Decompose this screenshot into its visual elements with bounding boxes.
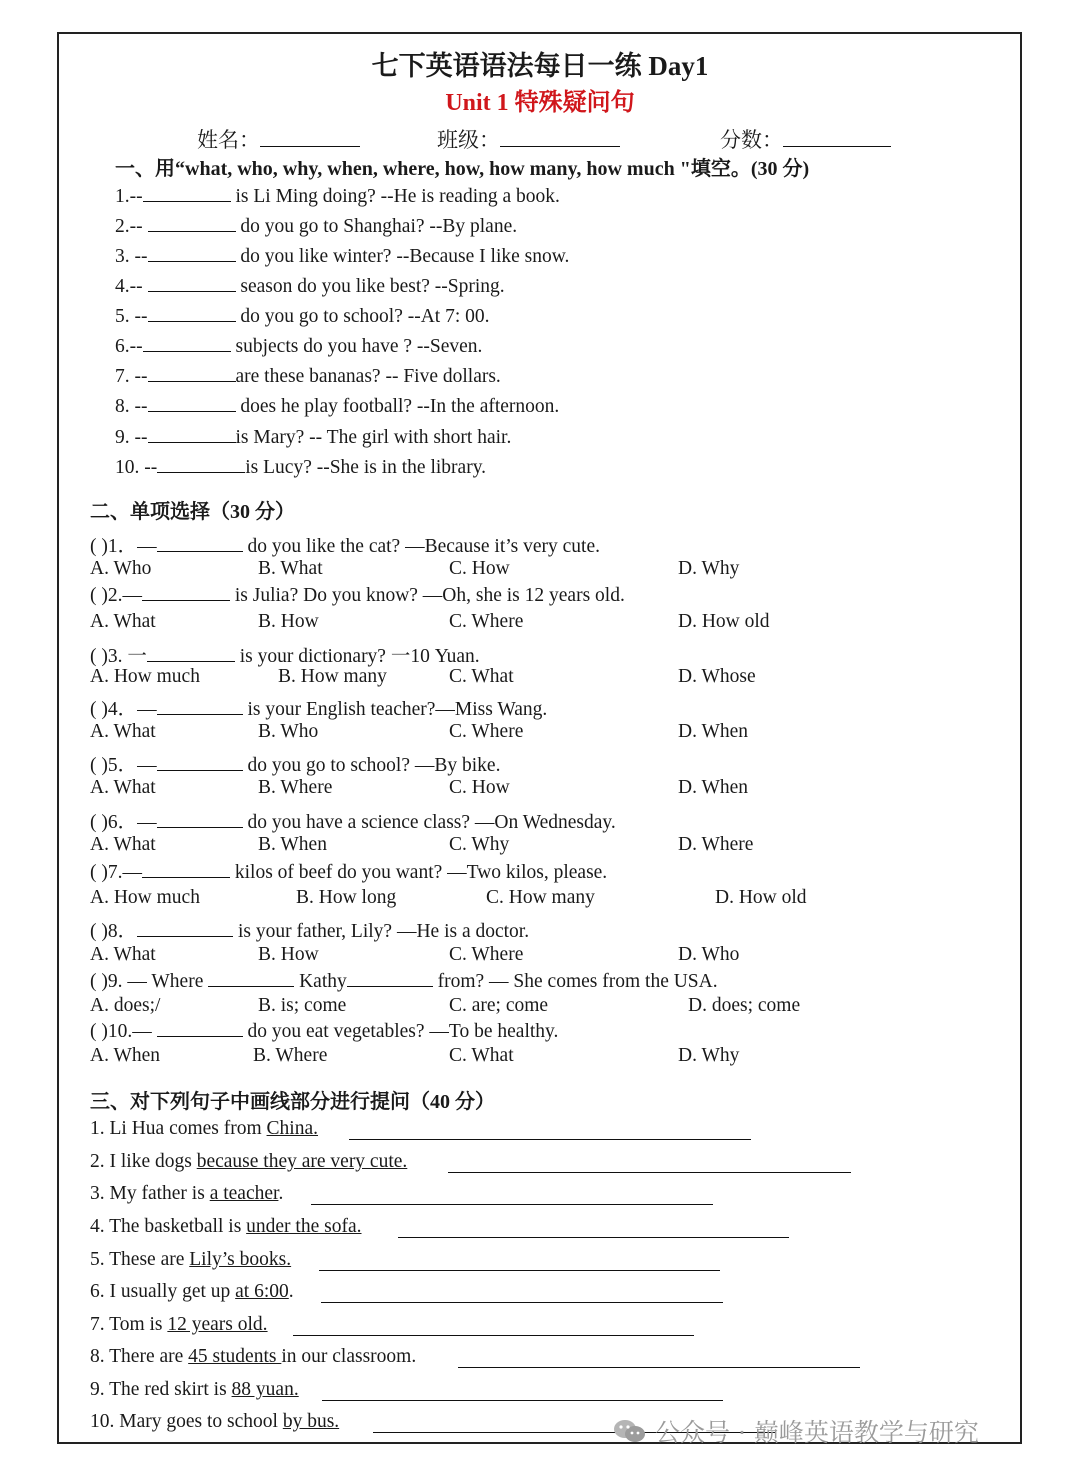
- list-item: 2.-- do you go to Shanghai? --By plane.: [115, 216, 518, 237]
- answer-blank: [157, 1020, 243, 1037]
- answer-line: [448, 1171, 851, 1173]
- option-a: A. How much: [90, 887, 200, 908]
- wechat-icon: [612, 1417, 648, 1445]
- answer-line: [398, 1236, 789, 1238]
- answer-line: [322, 1399, 723, 1401]
- rewrite-item: 10. Mary goes to school by bus.: [90, 1411, 340, 1432]
- option-c: C. How: [449, 558, 510, 579]
- option-a: A. Who: [90, 558, 152, 579]
- option-d: D. Whose: [678, 666, 756, 687]
- option-d: D. When: [678, 721, 749, 742]
- underlined-part: because they are very cute.: [196, 1151, 408, 1172]
- option-b: B. Who: [258, 721, 319, 742]
- list-item: 4.-- season do you like best? --Spring.: [115, 276, 505, 297]
- list-item: 1.-- is Li Ming doing? --He is reading a book.: [115, 186, 560, 207]
- option-d: D. How old: [715, 887, 807, 908]
- option-b: B. How: [258, 611, 319, 632]
- option-b: B. Where: [258, 777, 333, 798]
- rewrite-item: 6. I usually get up at 6:00.: [90, 1281, 294, 1302]
- score-field: [720, 124, 891, 154]
- rewrite-item: 9. The red skirt is 88 yuan.: [90, 1379, 299, 1400]
- question-row: ( )6．— do you have a science class? —On Wednesday.: [90, 812, 616, 833]
- answer-blank: [142, 861, 230, 878]
- answer-blank: [157, 535, 243, 552]
- option-c: C. What: [449, 1045, 514, 1066]
- rewrite-item: 2. I like dogs because they are very cute.: [90, 1151, 408, 1172]
- section3-heading: 三、对下列句子中画线部分进行提问（40 分）: [90, 1091, 495, 1113]
- watermark-text: 公众号 · 巅峰英语教学与研究: [655, 1418, 979, 1447]
- underlined-part: by bus.: [282, 1411, 340, 1432]
- option-b: B. When: [258, 834, 327, 855]
- answer-blank: [157, 811, 243, 828]
- list-item: 10. -- is Lucy? --She is in the library.: [115, 457, 487, 478]
- option-b: B. What: [258, 558, 323, 579]
- option-c: C. What: [449, 666, 514, 687]
- option-c: C. are; come: [449, 995, 549, 1016]
- underlined-part: 88 yuan.: [231, 1379, 299, 1400]
- option-d: D. Where: [678, 834, 754, 855]
- list-item: 5. -- do you go to school? --At 7: 00.: [115, 306, 490, 327]
- answer-blank: [157, 754, 243, 771]
- option-a: A. What: [90, 721, 156, 742]
- rewrite-item: 5. These are Lily’s books.: [90, 1249, 292, 1270]
- list-item: 9. -- is Mary? -- The girl with short hair.: [115, 427, 512, 448]
- section2-heading: 二、单项选择（30 分）: [90, 501, 295, 523]
- option-b: B. How many: [278, 666, 387, 687]
- option-c: C. Why: [449, 834, 510, 855]
- answer-blank: [208, 970, 294, 987]
- answer-line: [311, 1203, 713, 1205]
- question-row: ( )4．— is your English teacher?—Miss Wang.: [90, 699, 548, 720]
- option-a: A. When: [90, 1045, 161, 1066]
- underlined-part: China.: [266, 1118, 319, 1139]
- class-field: [437, 124, 620, 154]
- option-a: A. What: [90, 777, 156, 798]
- option-d: D. How old: [678, 611, 770, 632]
- underlined-part: at 6:00: [235, 1281, 289, 1302]
- option-d: D. does; come: [688, 995, 801, 1016]
- answer-blank: [142, 584, 230, 601]
- rewrite-item: 8. There are 45 students in our classroom.: [90, 1346, 417, 1367]
- option-a: A. What: [90, 944, 156, 965]
- answer-blank: [157, 698, 243, 715]
- section1-heading: 一、用“what, who, why, when, where, how, how many, how much "填空。(30 分): [115, 158, 810, 180]
- answer-blank: [137, 920, 233, 937]
- underlined-part: 45 students: [188, 1346, 282, 1367]
- question-row: ( )1．— do you like the cat? —Because it’s very cute.: [90, 536, 601, 557]
- option-b: B. is; come: [258, 995, 347, 1016]
- option-c: C. Where: [449, 611, 524, 632]
- question-row: ( )5．— do you go to school? —By bike.: [90, 755, 501, 776]
- rewrite-item: 7. Tom is 12 years old.: [90, 1314, 268, 1335]
- worksheet-title: 七下英语语法每日一练 Day1: [371, 51, 709, 81]
- worksheet-subtitle: Unit 1 特殊疑问句: [445, 90, 635, 116]
- answer-line: [321, 1301, 723, 1303]
- question-row: ( )3. 一 is your dictionary? 一10 Yuan.: [90, 646, 480, 667]
- question-row: ( )9. — Where Kathy from? — She comes from the USA.: [90, 971, 718, 992]
- option-c: C. Where: [449, 944, 524, 965]
- option-b: B. How long: [296, 887, 397, 908]
- name-blank: [260, 146, 360, 147]
- score-label: 分数：: [720, 128, 783, 152]
- option-d: D. When: [678, 777, 749, 798]
- question-row: ( )7.— kilos of beef do you want? —Two kilos, please.: [90, 862, 608, 883]
- name-label: 姓名：: [197, 128, 260, 152]
- rewrite-item: 1. Li Hua comes from China.: [90, 1118, 319, 1139]
- answer-line: [458, 1366, 860, 1368]
- answer-line: [293, 1334, 694, 1336]
- underlined-part: Lily’s books.: [189, 1249, 292, 1270]
- option-b: B. How: [258, 944, 319, 965]
- option-a: A. What: [90, 834, 156, 855]
- list-item: 3. -- do you like winter? --Because I like snow.: [115, 246, 570, 267]
- class-blank: [500, 146, 620, 147]
- option-a: A. What: [90, 611, 156, 632]
- list-item: 8. -- does he play football? --In the afternoon.: [115, 396, 560, 417]
- question-row: ( )10.— do you eat vegetables? —To be healthy.: [90, 1021, 559, 1042]
- option-d: D. Who: [678, 944, 740, 965]
- answer-line: [349, 1138, 751, 1140]
- list-item: 7. -- are these bananas? -- Five dollars.: [115, 366, 501, 387]
- option-c: C. How many: [486, 887, 595, 908]
- score-blank: [783, 146, 891, 147]
- underlined-part: 12 years old.: [167, 1314, 268, 1335]
- answer-blank: [147, 645, 235, 662]
- question-row: ( )8． is your father, Lily? —He is a doctor.: [90, 921, 530, 942]
- rewrite-item: 4. The basketball is under the sofa.: [90, 1216, 362, 1237]
- rewrite-item: 3. My father is a teacher.: [90, 1183, 284, 1204]
- option-c: C. How: [449, 777, 510, 798]
- question-row: ( )2.— is Julia? Do you know? —Oh, she is 12 years old.: [90, 585, 625, 606]
- underlined-part: under the sofa.: [246, 1216, 362, 1237]
- option-b: B. Where: [253, 1045, 328, 1066]
- option-d: D. Why: [678, 558, 740, 579]
- option-d: D. Why: [678, 1045, 740, 1066]
- class-label: 班级：: [437, 128, 500, 152]
- underlined-part: a teacher: [209, 1183, 279, 1204]
- option-a: A. How much: [90, 666, 200, 687]
- answer-blank: [347, 970, 433, 987]
- option-a: A. does;/: [90, 995, 161, 1016]
- list-item: 6.-- subjects do you have ? --Seven.: [115, 336, 483, 357]
- name-field: [197, 124, 360, 154]
- option-c: C. Where: [449, 721, 524, 742]
- answer-line: [319, 1269, 720, 1271]
